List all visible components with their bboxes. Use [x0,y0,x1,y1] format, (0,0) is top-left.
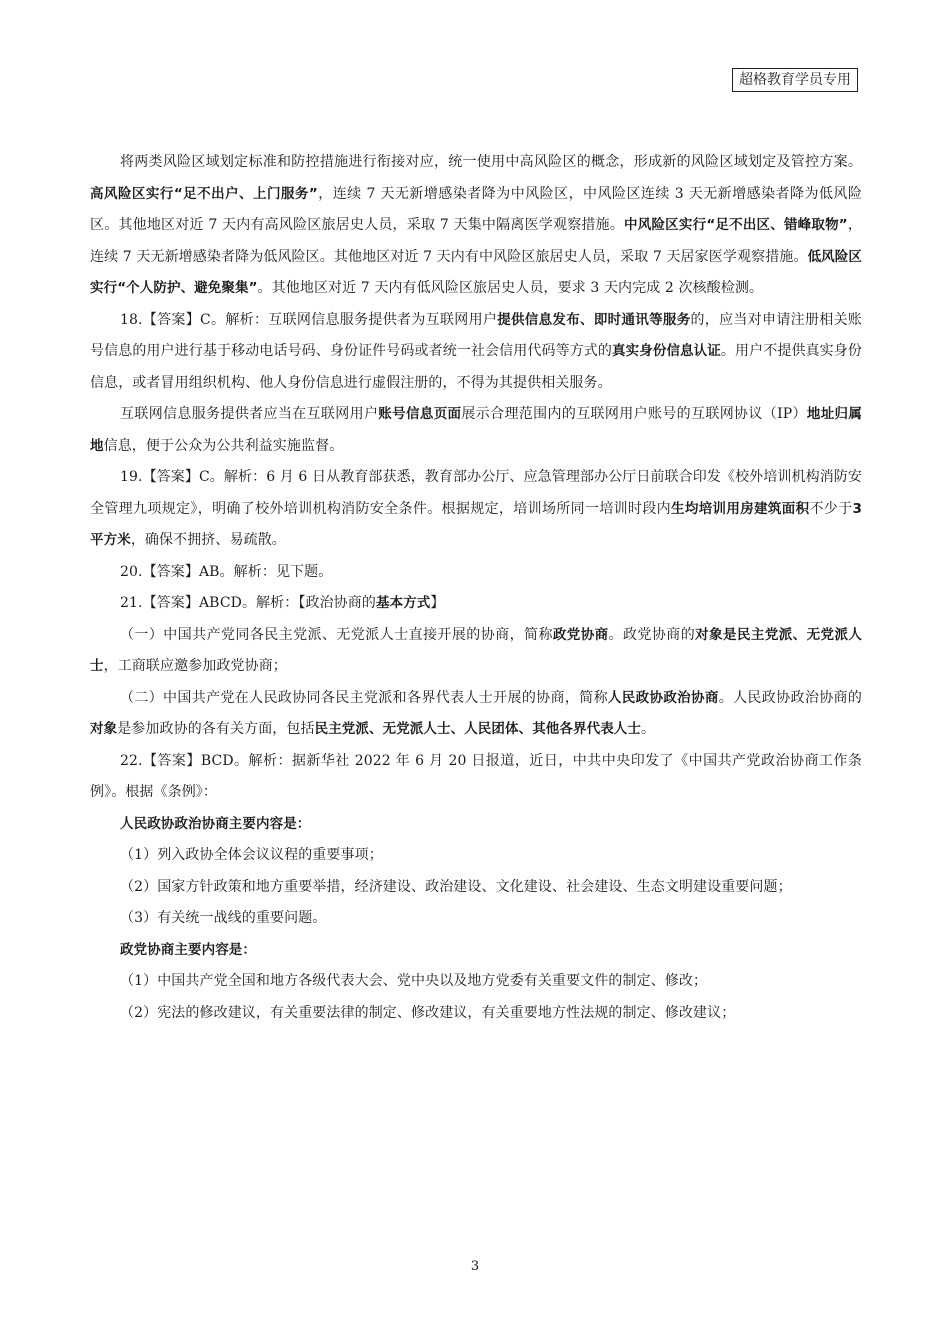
list-item: （2）宪法的修改建议，有关重要法律的制定、修改建议，有关重要地方性法规的制定、修改建议； [120,1004,736,1021]
paragraph-risk-areas: 将两类风险区域划定标准和防控措施进行衔接对应，统一使用中高风险区的概念，形成新的风险区域划定及管控方案。高风险区实行“足不出户、上门服务”，连续 7 天无新增感染者降为中风险区，中风险区连续 3 天无新增感染者降为低风险区。其他地区对近 7 天内有高风险区旅居史人员，采取 7 天集中隔离医学观察措施。中风险区实行“足不出区、错峰取物”，连续 7 天无新增感染者降为低风险区。其他地区对近 7 天内有中风险区旅居史人员，采取 7 天居家医学观察措施。低风险区实行“个人防护、避免聚集”。其他地区对近 7 天内有低风险区旅居史人员，要求 3 天内完成 2 次核酸检测。 [90,154,862,296]
answer-18: 18.【答案】C。解析：互联网信息服务提供者为互联网用户提供信息发布、即时通讯等服务的，应当对申请注册相关账号信息的用户进行基于移动电话号码、身份证件号码或者统一社会信用代码等方式的真实身份信息认证。用户不提供真实身份信息，或者冒用组织机构、他人身份信息进行虚假注册的，不得为其提供相关服务。 [90,311,862,391]
answer-21-cppcc-consultation: （二）中国共产党在人民政协同各民主党派和各界代表人士开展的协商，简称人民政协政治协商。人民政协政治协商的对象是参加政协的各有关方面，包括民主党派、无党派人士、人民团体、其他各界代表人士。 [90,689,862,737]
document-body [90,147,862,1029]
answer-22: 22.【答案】BCD。解析：据新华社 2022 年 6 月 20 日报道，近日，中共中央印发了《中国共产党政治协商工作条例》。根据《条例》： [90,752,862,800]
cppcc-content-heading: 人民政协政治协商主要内容是： [120,815,311,832]
page-number: 3 [470,1259,480,1274]
list-item: （2）国家方针政策和地方重要举措，经济建设、政治建设、文化建设、社会建设、生态文明建设重要问题； [120,878,792,895]
student-only-badge: 超格教育学员专用 [732,68,858,92]
answer-21-party-consultation: （一）中国共产党同各民主党派、无党派人士直接开展的协商，简称政党协商。政党协商的对象是民主党派、无党派人士，工商联应邀参加政党协商； [90,626,862,674]
party-content-heading: 政党协商主要内容是： [120,941,256,958]
answer-18-continued: 互联网信息服务提供者应当在互联网用户账号信息页面展示合理范围内的互联网用户账号的互联网协议（IP）地址归属地信息，便于公众为公共利益实施监督。 [90,406,862,454]
answer-19: 19.【答案】C。解析：6 月 6 日从教育部获悉，教育部办公厅、应急管理部办公厅日前联合印发《校外培训机构消防安全管理九项规定》，明确了校外培训机构消防安全条件。根据规定，培训场所同一培训时段内生均培训用房建筑面积不少于3 平方米，确保不拥挤、易疏散。 [90,469,862,548]
answer-21: 21.【答案】ABCD。解析：【政治协商的基本方式】 [120,595,445,611]
list-item: （3）有关统一战线的重要问题。 [120,910,327,926]
list-item: （1）列入政协全体会议议程的重要事项； [120,847,383,863]
list-item: （1）中国共产党全国和地方各级代表大会、党中央以及地方党委有关重要文件的制定、修改； [120,973,708,989]
answer-20: 20.【答案】AB。解析：见下题。 [120,563,333,580]
